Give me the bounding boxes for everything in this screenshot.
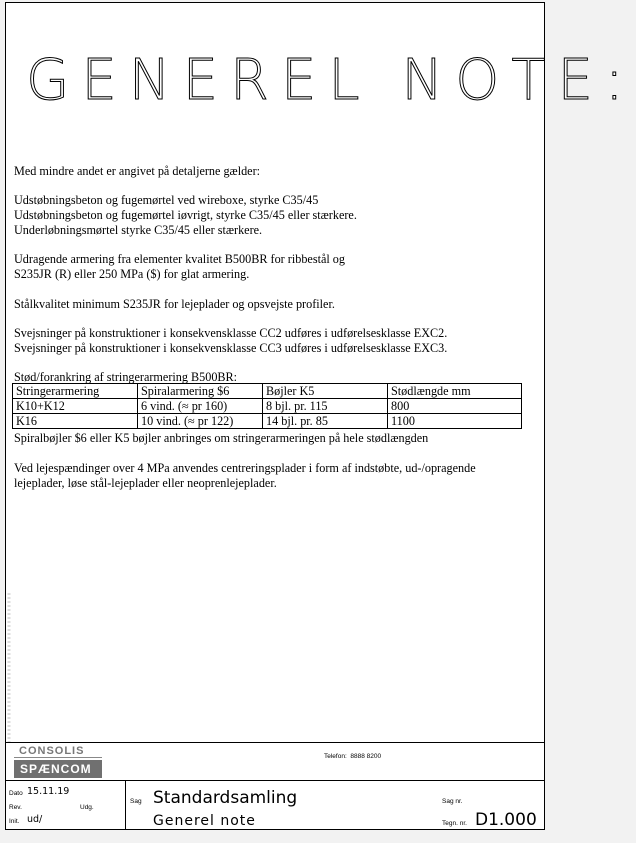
spaencom-logo: SPÆNCOM	[14, 760, 102, 778]
dato-value: 15.11.19	[27, 786, 70, 797]
tegn-nr-value: D1.000	[475, 810, 537, 830]
sag-label: Sag	[130, 798, 142, 805]
armering-line-1: Udragende armering fra elementer kvalitet B500BR for ribbestål og	[14, 252, 345, 266]
title-block-mid-line	[6, 780, 544, 781]
telefon	[324, 753, 381, 760]
logo-divider	[14, 757, 102, 758]
stod-table	[12, 383, 522, 429]
init-value: ud/	[27, 814, 43, 825]
telefon-label: Telefon:	[324, 753, 347, 760]
stod-heading: Stød/forankring af stringerarmering B500BR:	[14, 370, 238, 384]
beton-line-2: Udstøbningsbeton og fugemørtel iøvrigt, styrke C35/45 eller stærkere.	[14, 208, 357, 222]
beton-line-1: Udstøbningsbeton og fugemørtel ved wireboxe, styrke C35/45	[14, 193, 319, 207]
udg-label: Udg.	[80, 804, 94, 811]
table-row	[13, 399, 522, 414]
lejeplade-line-1: Ved lejespændinger over 4 MPa anvendes centreringsplader i form af indstøbte, ud-/opragende	[14, 461, 476, 475]
table-row	[13, 414, 522, 429]
table-cell: K10+K12	[13, 399, 138, 414]
init-label: Init.	[9, 818, 20, 825]
rev-label: Rev.	[9, 804, 22, 811]
drawing-sheet	[5, 2, 636, 830]
spiral-note: Spiralbøjler $6 eller K5 bøjler anbringes om stringerarmeringen på hele stødlængden	[14, 431, 429, 445]
table-header-row	[13, 384, 522, 399]
sag-subtitle: Generel note	[153, 813, 256, 829]
table-cell: 6 vind. (≈ pr 160)	[138, 399, 263, 414]
table-header-cell: Stringerarmering	[13, 384, 138, 399]
consolis-logo: CONSOLIS	[19, 745, 85, 757]
title-block-top-line	[6, 742, 544, 743]
table-cell: 800	[388, 399, 522, 414]
intro-text: Med mindre andet er angivet på detaljerne gælder:	[14, 164, 261, 178]
lejeplade-line-2: lejeplader, løse stål-lejeplader eller neoprenlejeplader.	[14, 476, 277, 490]
dato-label: Dato	[9, 790, 23, 797]
svejsning-line-2: Svejsninger på konstruktioner i konsekvensklasse CC3 udføres i udførelsesklasse EXC3.	[14, 341, 448, 355]
staalkvalitet-text: Stålkvalitet minimum S235JR for lejeplader og opsvejste profiler.	[14, 297, 335, 311]
table-header-cell: Bøjler K5	[263, 384, 388, 399]
table-header-cell: Spiralarmering $6	[138, 384, 263, 399]
telefon-value: 8888 8200	[350, 753, 382, 760]
title-block-divider	[125, 780, 126, 829]
table-cell: 1100	[388, 414, 522, 429]
armering-line-2: S235JR (R) eller 250 MPa ($) for glat armering.	[14, 267, 250, 281]
tegn-nr-label: Tegn. nr.	[442, 820, 467, 827]
table-cell: 8 bjl. pr. 115	[263, 399, 388, 414]
beton-line-3: Underløbningsmørtel styrke C35/45 eller stærkere.	[14, 223, 263, 237]
sag-title: Standardsamling	[153, 788, 298, 808]
margin-watermark	[4, 593, 14, 743]
table-cell: 10 vind. (≈ pr 122)	[138, 414, 263, 429]
table-cell: 14 bjl. pr. 85	[263, 414, 388, 429]
table-cell: K16	[13, 414, 138, 429]
table-header-cell: Stødlængde mm	[388, 384, 522, 399]
sag-nr-label: Sag nr.	[442, 798, 463, 805]
svejsning-line-1: Svejsninger på konstruktioner i konsekvensklasse CC2 udføres i udførelsesklasse EXC2.	[14, 326, 448, 340]
page-title: GENEREL NOTE:	[26, 48, 636, 113]
